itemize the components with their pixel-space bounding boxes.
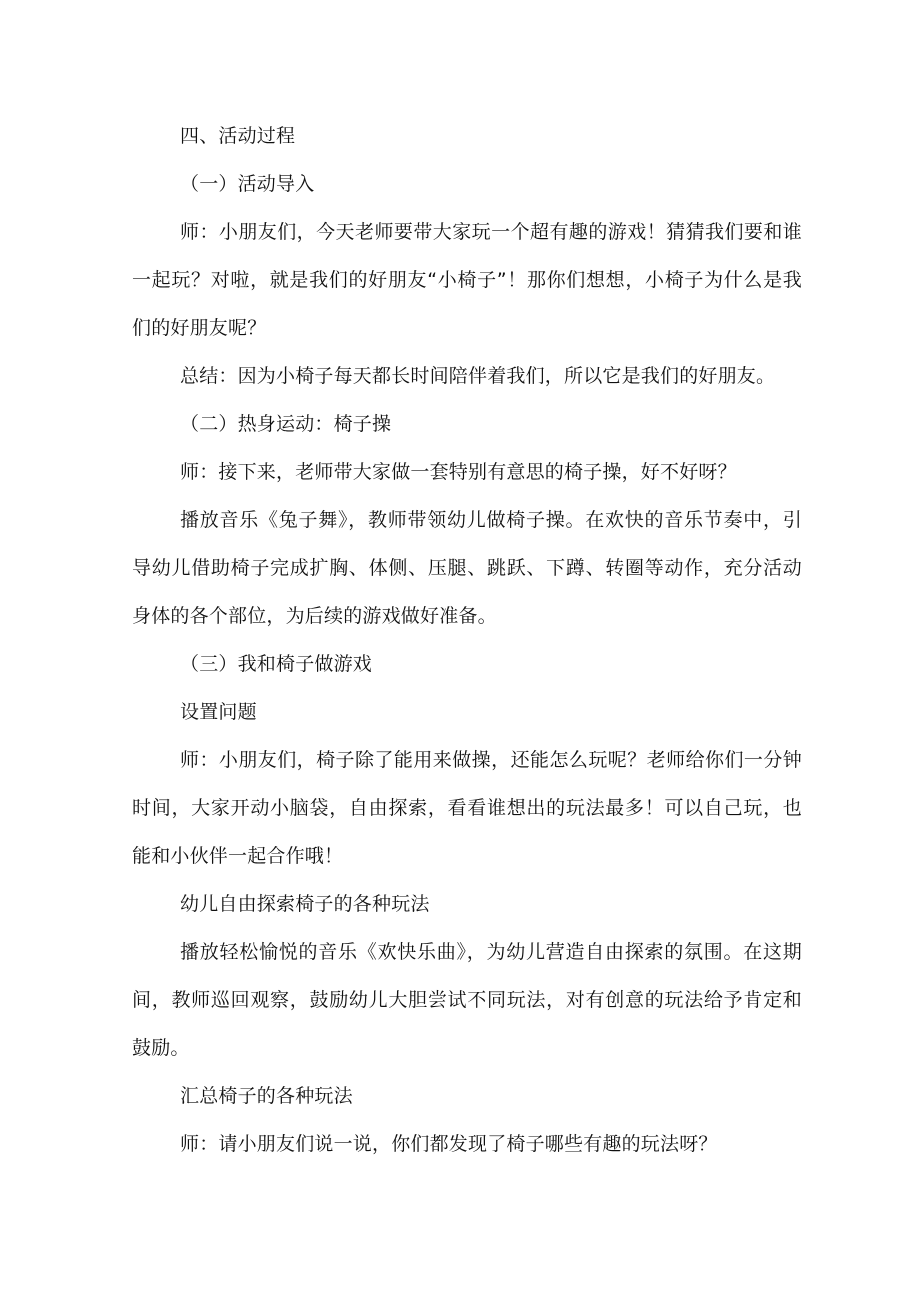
paragraph-teacher-question: 师：小朋友们，椅子除了能用来做操，还能怎么玩呢？老师给你们一分钟时间，大家开动小脑袋，自由探索，看看谁想出的玩法最多！可以自己玩，也能和小伙伴一起合作哦！ <box>132 749 802 867</box>
subheading-free-explore: 幼儿自由探索椅子的各种玩法 <box>180 893 430 915</box>
part-title-activity-intro: （一）活动导入 <box>180 173 315 195</box>
paragraph-teacher-intro: 师：小朋友们，今天老师要带大家玩一个超有趣的游戏！猜猜我们要和谁一起玩？对啦，就是我们的好朋友“小椅子”！那你们想想，小椅子为什么是我们的好朋友呢？ <box>132 221 802 339</box>
part-title-chair-game: （三）我和椅子做游戏 <box>180 653 373 675</box>
subheading-set-question: 设置问题 <box>180 701 257 723</box>
subheading-collect-play: 汇总椅子的各种玩法 <box>180 1085 353 1107</box>
paragraph-teacher-warmup: 师：接下来，老师带大家做一套特别有意思的椅子操，好不好呀？ <box>180 461 737 483</box>
paragraph-teacher-collect: 师：请小朋友们说一说，你们都发现了椅子哪些有趣的玩法呀？ <box>180 1133 718 1155</box>
paragraph-music-explore: 播放轻松愉悦的音乐《欢快乐曲》，为幼儿营造自由探索的氛围。在这期间，教师巡回观察，鼓励幼儿大胆尝试不同玩法，对有创意的玩法给予肯定和鼓励。 <box>132 941 802 1059</box>
paragraph-music-warmup: 播放音乐《兔子舞》，教师带领幼儿做椅子操。在欢快的音乐节奏中，引导幼儿借助椅子完成扩胸、体侧、压腿、跳跃、下蹲、转圈等动作，充分活动身体的各个部位，为后续的游戏做好准备。 <box>132 509 802 627</box>
document-body <box>132 112 802 1168</box>
paragraph-summary: 总结：因为小椅子每天都长时间陪伴着我们，所以它是我们的好朋友。 <box>180 365 776 387</box>
part-title-warmup: （二）热身运动：椅子操 <box>180 413 392 435</box>
section-title-activity-process: 四、活动过程 <box>180 125 296 147</box>
